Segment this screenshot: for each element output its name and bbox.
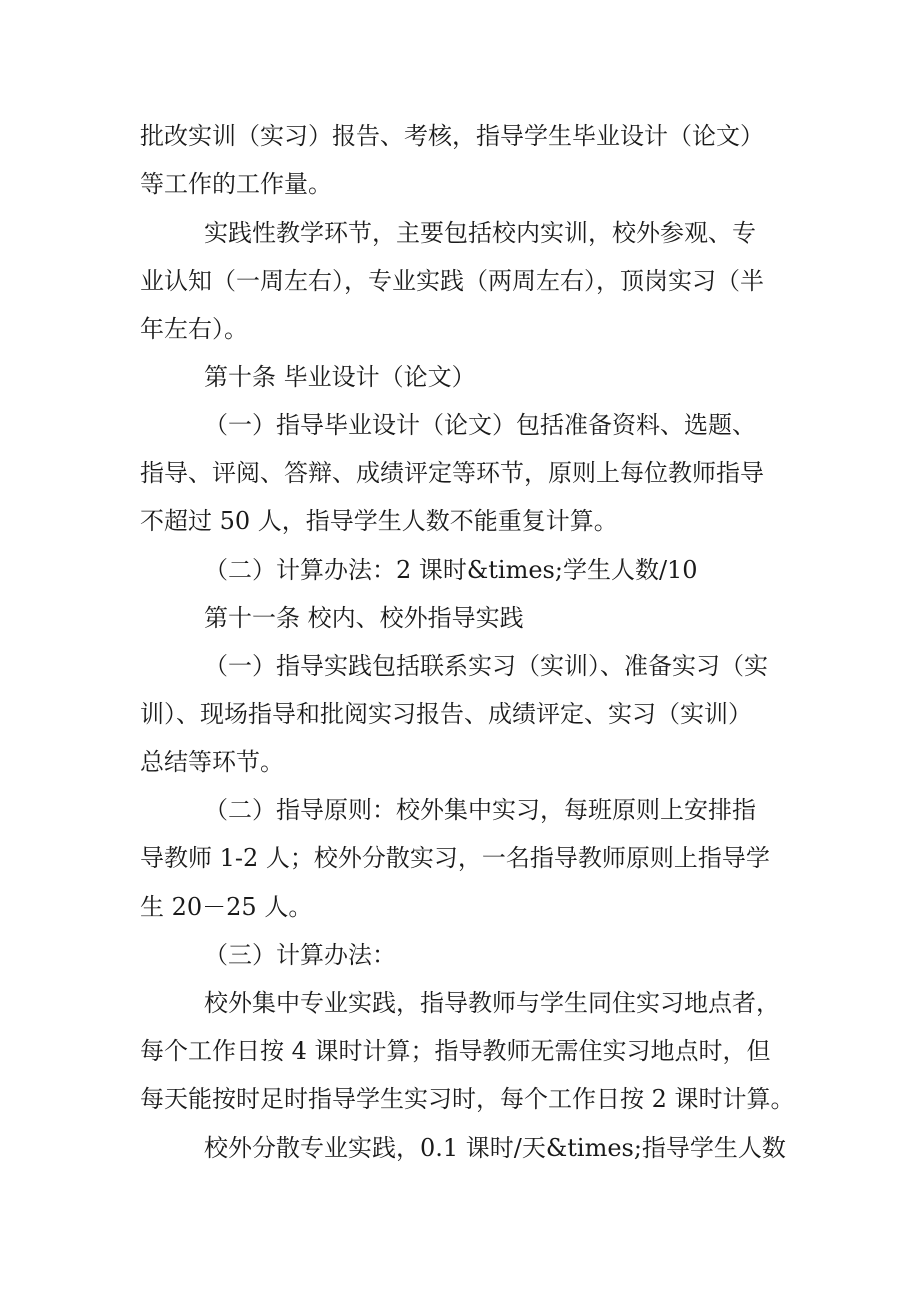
text-line: 等工作的工作量。 [140,170,332,198]
text-line: 实践性教学环节，主要包括校内实训，校外参观、专 [204,219,756,247]
text-line: （三）计算办法： [204,941,396,969]
text-line: （二）计算办法：2 课时&times;学生人数/10 [204,556,698,584]
text-line: 校外分散专业实践，0.1 课时/天&times;指导学生人数 [204,1134,786,1162]
section-heading: 第十条 毕业设计（论文） [204,363,476,391]
text-line: 年左右）。 [140,315,248,343]
text-line: 导教师 1-2 人；校外分散实习，一名指导教师原则上指导学 [140,844,770,872]
text-line: 训）、现场指导和批阅实习报告、成绩评定、实习（实训） [140,700,752,728]
text-line: 每个工作日按 4 课时计算；指导教师无需住实习地点时，但 [140,1037,771,1065]
text-line: 每天能按时足时指导学生实习时，每个工作日按 2 课时计算。 [140,1085,795,1113]
text-line: 生 20－25 人。 [140,893,313,921]
text-line: 批改实训（实习）报告、考核，指导学生毕业设计（论文） [140,122,764,150]
section-heading: 第十一条 校内、校外指导实践 [204,604,524,632]
text-line: 业认知（一周左右），专业实践（两周左右），顶岗实习（半 [140,267,764,295]
text-line: （一）指导毕业设计（论文）包括准备资料、选题、 [204,411,756,439]
text-line: 总结等环节。 [140,748,284,776]
text-line: （一）指导实践包括联系实习（实训）、准备实习（实 [204,652,768,680]
text-line: 不超过 50 人，指导学生人数不能重复计算。 [140,507,618,535]
text-line: （二）指导原则：校外集中实习，每班原则上安排指 [204,796,756,824]
text-line: 指导、评阅、答辩、成绩评定等环节，原则上每位教师指导 [140,459,764,487]
text-line: 校外集中专业实践，指导教师与学生同住实习地点者， [204,989,780,1017]
